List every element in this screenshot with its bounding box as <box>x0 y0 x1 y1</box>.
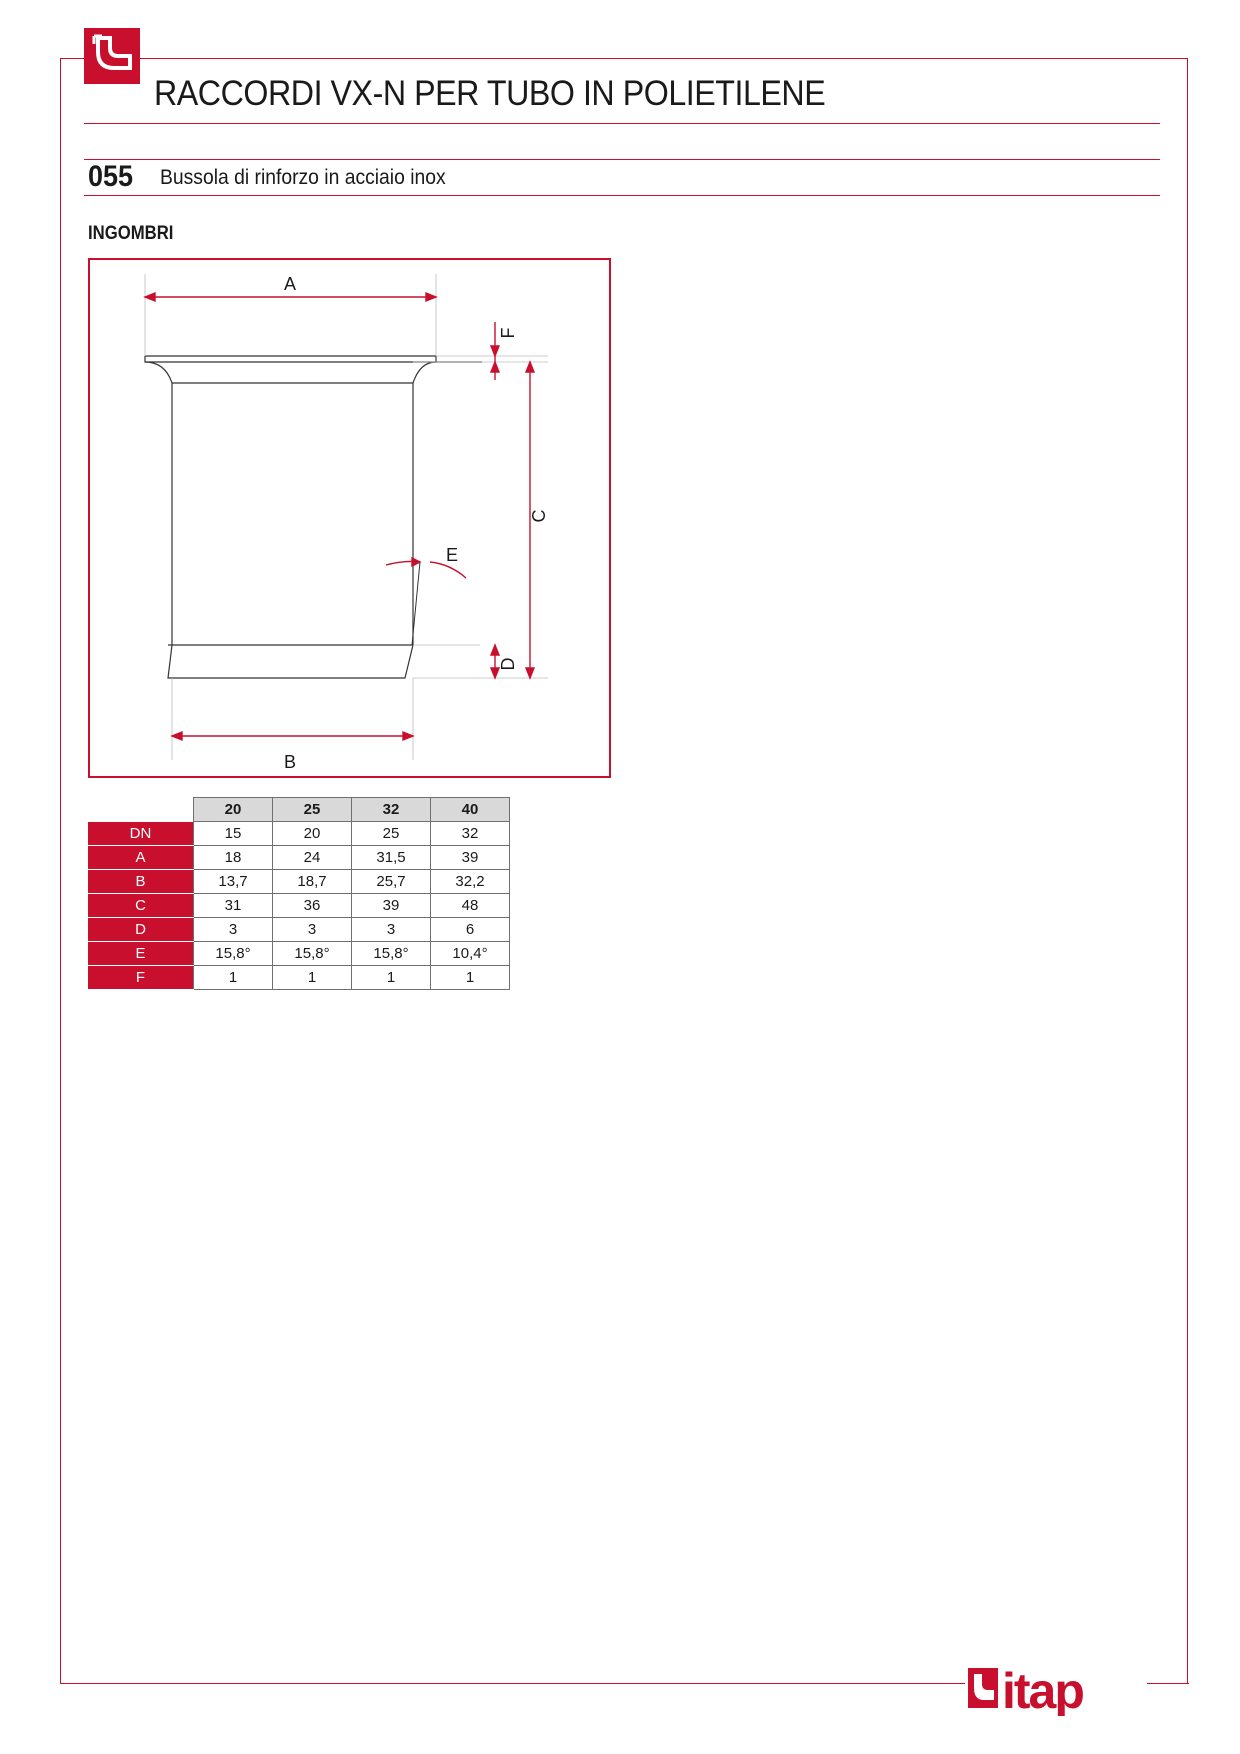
table-cell: 25,7 <box>352 870 431 894</box>
page-frame-bottom-right <box>1147 1683 1189 1684</box>
table-cell: 1 <box>273 966 352 990</box>
pipe-fitting-logo-icon <box>84 28 140 84</box>
table-cell: 3 <box>273 918 352 942</box>
dimension-label-f: F <box>498 327 518 339</box>
table-cell: 1 <box>194 966 273 990</box>
table-row <box>88 918 510 942</box>
table-row <box>88 846 510 870</box>
dimension-label-a: A <box>283 274 297 294</box>
technical-drawing <box>88 258 611 778</box>
table-cell: 3 <box>194 918 273 942</box>
row-header: F <box>88 966 194 990</box>
part-outline <box>145 356 482 678</box>
table-cell: 39 <box>431 846 510 870</box>
drawing-canvas <box>90 260 613 780</box>
product-rule-top <box>84 159 1160 160</box>
dimension-label-e: E <box>445 545 459 565</box>
table-header-row <box>88 798 510 822</box>
table-row <box>88 966 510 990</box>
table-cell: 3 <box>352 918 431 942</box>
row-header: B <box>88 870 194 894</box>
table-cell: 32 <box>431 822 510 846</box>
column-header: 40 <box>431 798 510 822</box>
table-cell: 48 <box>431 894 510 918</box>
table-cell: 24 <box>273 846 352 870</box>
dimension-label-b: B <box>283 752 297 772</box>
table-cell: 15,8° <box>352 942 431 966</box>
table-cell: 15,8° <box>273 942 352 966</box>
product-rule-bottom <box>84 195 1160 196</box>
page-frame-left <box>60 58 61 1683</box>
column-header: 25 <box>273 798 352 822</box>
product-code: 055 <box>88 160 134 193</box>
table-cell: 10,4° <box>431 942 510 966</box>
title-divider <box>84 123 1160 124</box>
table-cell: 1 <box>431 966 510 990</box>
table-cell: 31 <box>194 894 273 918</box>
table-cell: 31,5 <box>352 846 431 870</box>
row-header: DN <box>88 822 194 846</box>
column-header: 20 <box>194 798 273 822</box>
table-row <box>88 822 510 846</box>
dimension-label-d: D <box>498 657 518 671</box>
table-cell: 15,8° <box>194 942 273 966</box>
page-frame-right <box>1187 58 1188 1683</box>
page-frame-bottom <box>60 1683 965 1684</box>
table-cell: 39 <box>352 894 431 918</box>
page-frame-top <box>60 58 1188 59</box>
table-cell: 6 <box>431 918 510 942</box>
table-cell: 18,7 <box>273 870 352 894</box>
section-title: INGOMBRI <box>88 223 174 244</box>
table-row <box>88 942 510 966</box>
page-title: RACCORDI VX-N PER TUBO IN POLIETILENE <box>154 74 826 113</box>
row-header: E <box>88 942 194 966</box>
table-cell: 36 <box>273 894 352 918</box>
table-cell: 25 <box>352 822 431 846</box>
dimension-arrows <box>145 293 534 740</box>
row-header: D <box>88 918 194 942</box>
itap-brand-logo <box>966 1660 1146 1716</box>
dimensions-table <box>88 797 510 990</box>
row-header: A <box>88 846 194 870</box>
table-cell: 13,7 <box>194 870 273 894</box>
table-cell: 20 <box>273 822 352 846</box>
column-header: 32 <box>352 798 431 822</box>
table-cell: 32,2 <box>431 870 510 894</box>
row-header: C <box>88 894 194 918</box>
table-row <box>88 894 510 918</box>
table-cell: 15 <box>194 822 273 846</box>
extension-lines <box>145 274 548 760</box>
dimension-label-c: C <box>529 509 549 523</box>
table-corner <box>88 798 194 822</box>
table-cell: 1 <box>352 966 431 990</box>
table-cell: 18 <box>194 846 273 870</box>
table-row <box>88 870 510 894</box>
brand-wordmark: itap <box>1002 1663 1083 1716</box>
product-description: Bussola di rinforzo in acciaio inox <box>160 166 446 189</box>
